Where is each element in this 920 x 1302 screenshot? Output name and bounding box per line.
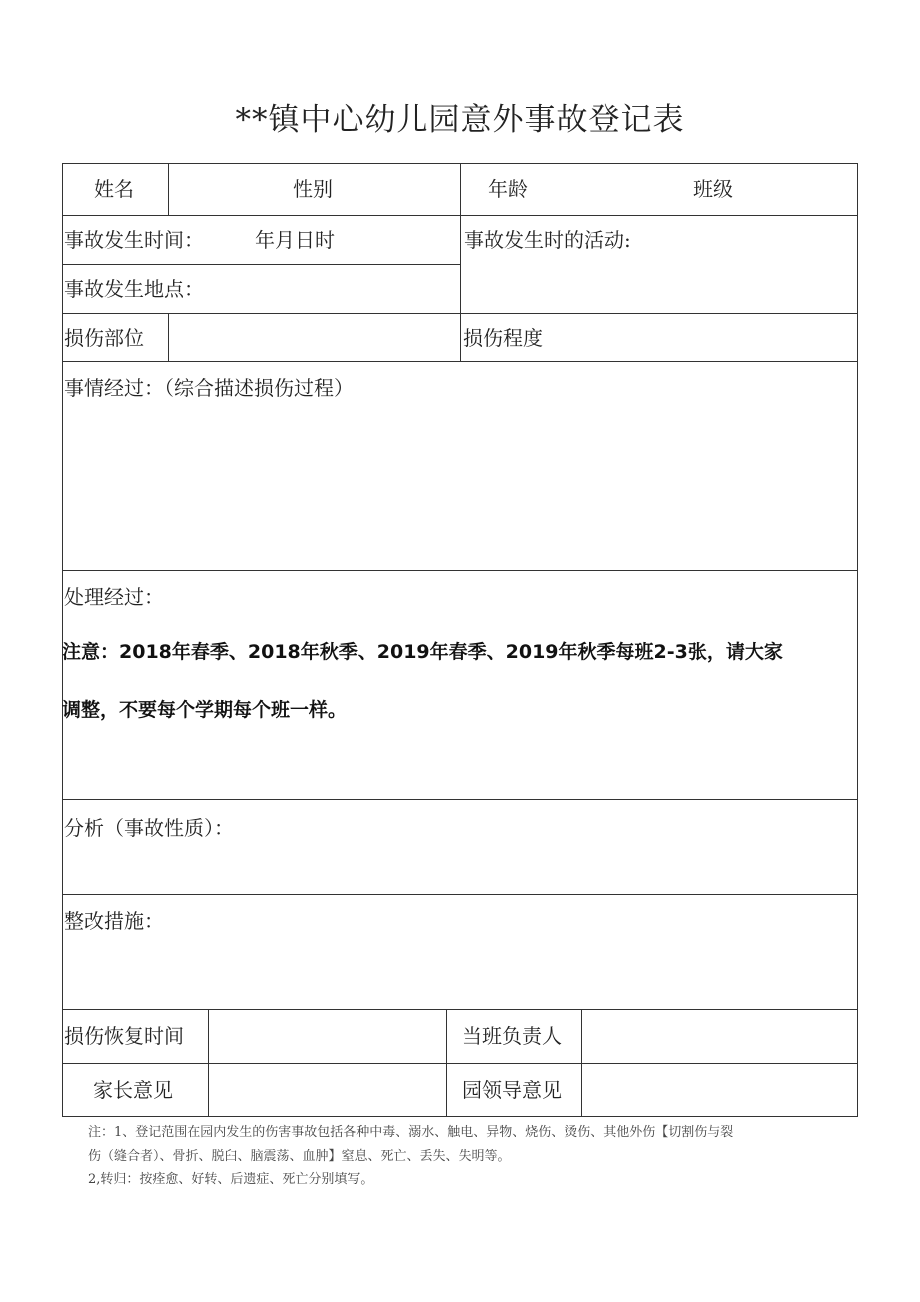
rule-analysis xyxy=(62,894,858,895)
accident-time-label: 事故发生时间： xyxy=(64,228,204,252)
leader-opinion-label: 园领导意见 xyxy=(462,1078,562,1102)
notice-line-1: 注意：2018年春季、2018年秋季、2019年春季、2019年秋季每班2-3张，请大家 xyxy=(62,641,783,663)
accident-time-units: 年月日时 xyxy=(255,228,335,252)
border-right xyxy=(857,163,858,1117)
form-title: **镇中心幼儿园意外事故登记表 xyxy=(235,102,685,138)
footnote-line-1: 注：1、登记范围在园内发生的伤害事故包括各种中毒、溺水、触电、异物、烧伤、烫伤、其他外伤【切割伤与裂 xyxy=(88,1125,734,1140)
rule-recovery xyxy=(62,1063,858,1064)
notice-line-2: 调整，不要每个学期每个班一样。 xyxy=(62,699,348,721)
rule-bottom-left-col xyxy=(208,1009,209,1117)
recovery-time-label: 损伤恢复时间 xyxy=(64,1024,184,1048)
border-bottom xyxy=(62,1116,858,1117)
analysis-label: 分析（事故性质）： xyxy=(64,816,234,840)
rectify-label: 整改措施： xyxy=(64,909,164,933)
age-label: 年龄 xyxy=(488,177,528,201)
injury-part-label: 损伤部位 xyxy=(64,326,144,350)
rule-time xyxy=(62,264,460,265)
footnote-line-3: 2,转归：按痊愈、好转、后遗症、死亡分别填写。 xyxy=(88,1172,374,1187)
name-label: 姓名 xyxy=(94,177,134,201)
gender-label: 性别 xyxy=(293,177,333,201)
rule-name-col xyxy=(168,163,169,215)
class-label: 班级 xyxy=(693,177,733,201)
teacher-in-charge-label: 当班负责人 xyxy=(462,1024,562,1048)
rule-bottom-right-col xyxy=(581,1009,582,1117)
rule-rectify xyxy=(62,1009,858,1010)
injury-degree-label: 损伤程度 xyxy=(463,326,543,350)
process-label: 事情经过：（综合描述损伤过程） xyxy=(64,376,354,400)
parent-opinion-label: 家长意见 xyxy=(93,1078,173,1102)
rule-injury xyxy=(62,361,858,362)
accident-place-label: 事故发生地点： xyxy=(64,277,204,301)
rule-injury-col xyxy=(168,313,169,361)
accident-activity-label: 事故发生时的活动: xyxy=(464,228,631,252)
rule-mid-col xyxy=(460,163,461,361)
handling-label: 处理经过： xyxy=(64,585,164,609)
footnote-line-2: 伤（缝合者）、骨折、脱臼、脑震荡、血肿】窒息、死亡、丢失、失明等。 xyxy=(88,1149,511,1164)
rule-bottom-mid-col xyxy=(446,1009,447,1117)
rule-process xyxy=(62,570,858,571)
rule-handling xyxy=(62,799,858,800)
accident-registration-form xyxy=(62,163,858,1117)
